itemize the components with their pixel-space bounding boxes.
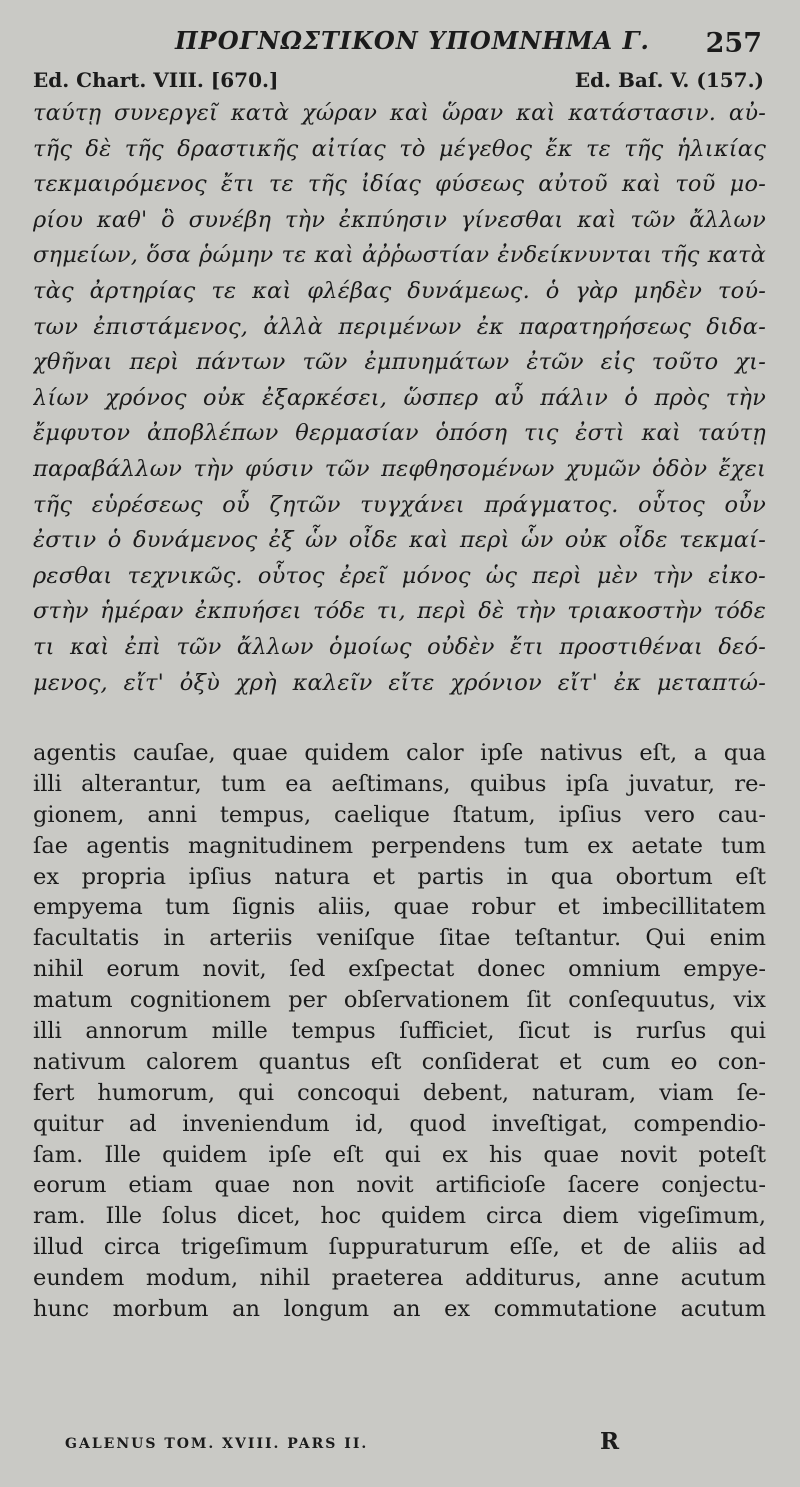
latin-text-line: ſam. Ille quidem ipſe eſt qui ex his quae novit poteſt: [33, 1141, 766, 1168]
latin-text-line: nativum calorem quantus eſt conſiderat et cum eo con-: [33, 1048, 766, 1075]
greek-text-line: τῆς εὑρέσεως οὗ ζητῶν τυγχάνει πράγματος. οὗτος οὖν: [33, 491, 766, 518]
latin-text-line: ram. Ille ſolus dicet, hoc quidem circa diem vigeſimum,: [33, 1203, 766, 1230]
printer-signature: GALENUS TOM. XVIII. PARS II.: [65, 1436, 369, 1452]
greek-text-line: τῆς δὲ τῆς δραστικῆς αἰτίας τὸ μέγεθος ἔκ τε τῆς ἡλικίας: [33, 135, 766, 162]
page-number: 257: [705, 28, 762, 59]
greek-text-line: τεκμαιρόμενος ἔτι τε τῆς ἰδίας φύσεως αὐτοῦ καὶ τοῦ μο-: [33, 171, 766, 198]
greek-text-line: ταύτῃ συνεργεῖ κατὰ χώραν καὶ ὥραν καὶ κατάστασιν. αὐ-: [33, 100, 766, 126]
latin-text-line: nihil eorum novit, ſed exſpectat donec omnium empye-: [33, 956, 766, 983]
latin-text-line: illi annorum mille tempus ſufficiet, ſicut is rurſus qui: [33, 1018, 766, 1045]
greek-text-line: τι καὶ ἐπὶ τῶν ἄλλων ὁμοίως οὐδὲν ἔτι προστιθέναι δεό-: [33, 633, 766, 660]
greek-text-line: παραβάλλων τὴν φύσιν τῶν πεφθησομένων χυμῶν ὁδὸν ἔχει: [33, 455, 766, 482]
greek-text-line: λίων χρόνος οὐκ ἐξαρκέσει, ὥσπερ αὖ πάλιν ὁ πρὸς τὴν: [33, 384, 766, 411]
running-title: ΠΡΟΓΝΩΣΤΙΚΟΝ ΥΠΟΜΝΗΜΑ Γ.: [175, 26, 650, 55]
latin-text-line: ſae agentis magnitudinem perpendens tum ex aetate tum: [33, 832, 766, 859]
edition-reference-chartier: Ed. Chart. VIII. [670.]: [33, 68, 279, 92]
edition-reference-basel: Ed. Baſ. V. (157.): [574, 68, 764, 92]
greek-text-line: των ἐπιστάμενος, ἀλλὰ περιμένων ἐκ παρατηρήσεως διδα-: [33, 313, 766, 340]
latin-text-line: gionem, anni tempus, caelique ſtatum, ipſius vero cau-: [33, 801, 766, 828]
latin-text-line: illud circa trigeſimum ſuppuraturum eſſe, et de aliis ad: [33, 1234, 766, 1261]
greek-text-line: σημείων, ὅσα ῥώμην τε καὶ ἀῤῥωστίαν ἐνδείκνυνται τῆς κατὰ: [33, 242, 766, 269]
greek-text-line: ρίου καθ' ὃ συνέβη τὴν ἐκπύησιν γίνεσθαι καὶ τῶν ἄλλων: [33, 206, 766, 233]
latin-text-line: fert humorum, qui concoqui debent, naturam, viam ſe-: [33, 1079, 766, 1106]
latin-text-line: agentis cauſae, quae quidem calor ipſe nativus eſt, a qua: [33, 740, 766, 766]
latin-text-block: [33, 738, 766, 1325]
signature-mark: R: [600, 1428, 620, 1455]
greek-text-line: ἔμφυτον ἀποβλέπων θερμασίαν ὁπόση τις ἐστὶ καὶ ταύτῃ: [33, 420, 766, 447]
latin-text-line: eundem modum, nihil praeterea additurus, anne acutum: [33, 1265, 766, 1292]
latin-text-line: eorum etiam quae non novit artificioſe ſacere conjectu-: [33, 1172, 766, 1199]
latin-text-line: ex propria ipſius natura et partis in qua obortum eſt: [33, 863, 766, 890]
latin-text-line: facultatis in arteriis veniſque ſitae teſtantur. Qui enim: [33, 925, 766, 952]
latin-text-line: illi alterantur, tum ea aeſtimans, quibus ipſa juvatur, re-: [33, 770, 766, 797]
latin-text-line: quitur ad inveniendum id, quod inveſtigat, compendio-: [33, 1110, 766, 1137]
greek-text-line: μενος, εἴτ' ὀξὺ χρὴ καλεῖν εἴτε χρόνιον εἴτ' ἐκ μεταπτώ-: [33, 669, 766, 696]
greek-text-line: ρεσθαι τεχνικῶς. οὗτος ἐρεῖ μόνος ὡς περὶ μὲν τὴν εἰκο-: [33, 562, 766, 589]
latin-text-line: matum cognitionem per obſervationem ſit conſequutus, vix: [33, 987, 766, 1014]
greek-text-line: στὴν ἡμέραν ἐκπυήσει τόδε τι, περὶ δὲ τὴν τριακοστὴν τόδε: [33, 598, 766, 625]
greek-text-block: [33, 96, 766, 701]
greek-text-line: ἐστιν ὁ δυνάμενος ἐξ ὧν οἶδε καὶ περὶ ὧν οὐκ οἶδε τεκμαί-: [33, 527, 766, 554]
greek-text-line: χθῆναι περὶ πάντων τῶν ἐμπυημάτων ἐτῶν εἰς τοῦτο χι-: [33, 349, 766, 376]
latin-text-line: empyema tum ſignis aliis, quae robur et imbecillitatem: [33, 894, 766, 921]
greek-text-line: τὰς ἀρτηρίας τε καὶ φλέβας δυνάμεως. ὁ γὰρ μηδὲν τού-: [33, 277, 766, 304]
latin-text-line: hunc morbum an longum an ex commutatione acutum: [33, 1296, 766, 1323]
